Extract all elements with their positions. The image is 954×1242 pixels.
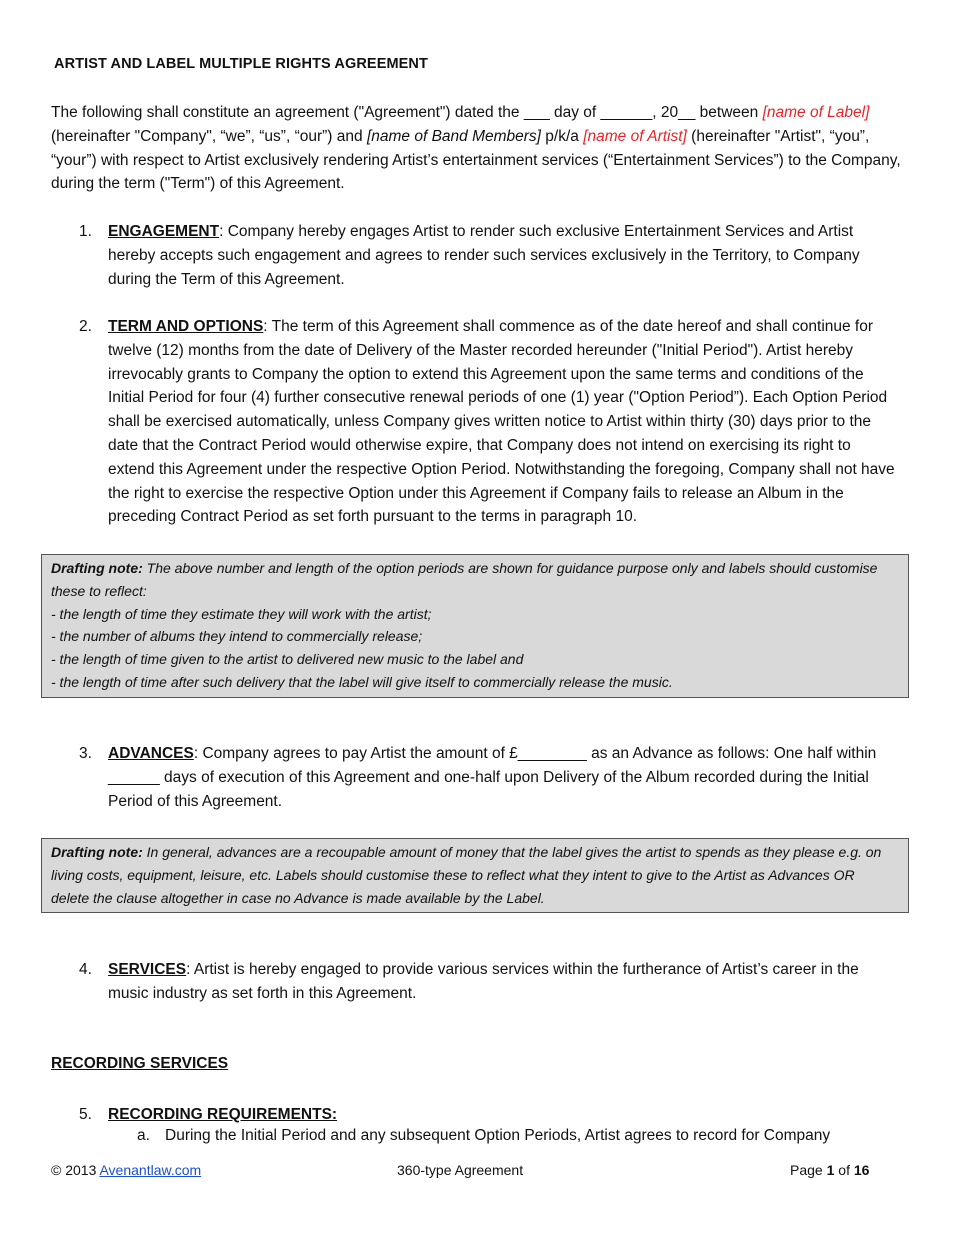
clause-number: 5. xyxy=(79,1106,92,1123)
drafting-note-line: The above number and length of the option periods are shown for guidance purpose only and labels should customise xyxy=(142,560,878,576)
clause-number: 2. xyxy=(79,318,92,335)
footer-page-number xyxy=(790,1162,869,1178)
clause-heading: ENGAGEMENT xyxy=(108,223,220,240)
drafting-note-line: - the length of time given to the artist to delivered new music to the label and xyxy=(51,651,524,668)
clause-text: : Company hereby engages Artist to render such exclusive Entertainment Services and Artist hereby accepts such engagement and agrees to render such services exclusively in the Territory, to Company during the Term of this Agreement. xyxy=(108,223,860,288)
subclause-letter: a. xyxy=(137,1127,150,1144)
clause-number: 1. xyxy=(79,223,92,240)
intro-text-2: (hereinafter "Company", “we”, “us”, “our”) and xyxy=(51,127,367,145)
drafting-note-label: Drafting note: xyxy=(51,560,143,576)
clause-number: 3. xyxy=(79,745,92,762)
clause-text: : Company agrees to pay Artist the amount of £________ as an Advance as follows: One half within ______ days of execution of this Agreement and one-half upon Delivery of the Album recorded during the Initial Period of this Agreement. xyxy=(108,745,877,810)
intro-text-1: The following shall constitute an agreement ("Agreement") dated the ___ day of ______, 20__ between xyxy=(51,104,763,121)
drafting-note-line: delete the clause altogether in case no Advance is made available by the Label. xyxy=(51,889,545,906)
label-name-placeholder: [name of Label] xyxy=(762,104,870,121)
section-heading-recording-services: RECORDING SERVICES xyxy=(51,1055,229,1072)
footer-document-type: 360-type Agreement xyxy=(397,1162,524,1178)
drafting-note-line: living costs, equipment, leisure, etc. Labels should customise these to reflect what they intent to give to the Artist as Advances OR xyxy=(51,866,855,883)
clause-number: 4. xyxy=(79,961,92,978)
page-prefix: Page xyxy=(790,1162,827,1178)
current-page: 1 xyxy=(826,1162,835,1178)
drafting-note-advances xyxy=(41,838,909,913)
subclause-text: During the Initial Period and any subsequent Option Periods, Artist agrees to record for Company xyxy=(165,1127,831,1144)
clause-text: : The term of this Agreement shall commence as of the date hereof and shall continue for twelve (12) months from the date of Delivery of the Master recorded hereunder ("Initial Period"). Artist hereby irrevocably grants to Company the option to extend this Agreement upon the same terms and conditions of the Initial Period for four (4) further consecutive renewal periods of one (1) year ("Option Period”). Each Option Period shall be exercised automatically, unless Company gives written notice to Artist within thirty (30) days prior to the date that the Contract Period would otherwise expire, that Company does not intend on exercising its right to extend this Agreement under the respective Option Period. Notwithstanding the foregoing, Company shall not have the right to exercise the respective Option under this Agreement if Company fails to release an Album in the preceding Contract Period as set forth pursuant to the terms in paragraph 10. xyxy=(108,318,895,526)
clause-heading: ADVANCES xyxy=(108,745,194,762)
drafting-note-line: In general, advances are a recoupable amount of money that the label gives the artist to spends as they please e.g. on xyxy=(142,844,882,860)
clause-heading: SERVICES xyxy=(108,961,187,978)
clause-text: : Artist is hereby engaged to provide various services within the furtherance of Artist’s career in the music industry as set forth in this Agreement. xyxy=(108,961,859,1002)
clause-heading: TERM AND OPTIONS xyxy=(108,318,264,335)
drafting-note-options xyxy=(41,554,909,698)
artist-name-placeholder: [name of Artist] xyxy=(583,127,687,145)
total-pages: 16 xyxy=(853,1162,870,1178)
copyright-text: © 2013 xyxy=(51,1162,100,1178)
drafting-note-line: - the length of time after such delivery that the label will give itself to commercially release the music. xyxy=(51,673,673,690)
drafting-note-line: these to reflect: xyxy=(51,582,147,599)
avenantlaw-link[interactable]: Avenantlaw.com xyxy=(99,1162,202,1178)
page-of: of xyxy=(834,1162,854,1178)
intro-text-4: (hereinafter "Artist", “you”, “your”) with respect to Artist exclusively rendering Artist’s entertainment services (“Entertainment Services”) to the Company, during the term ("Term") of this Agreement. xyxy=(51,127,901,193)
intro-paragraph xyxy=(51,101,901,196)
document-title: ARTIST AND LABEL MULTIPLE RIGHTS AGREEMENT xyxy=(54,56,428,72)
footer-copyright xyxy=(51,1162,201,1178)
clause-heading: RECORDING REQUIREMENTS: xyxy=(108,1106,338,1123)
drafting-note-label: Drafting note: xyxy=(51,844,143,860)
drafting-note-line: - the number of albums they intend to commercially release; xyxy=(51,628,423,645)
drafting-note-line: - the length of time they estimate they will work with the artist; xyxy=(51,605,432,622)
intro-text-3: p/k/a xyxy=(540,127,584,145)
band-members-placeholder: [name of Band Members] xyxy=(366,127,541,145)
